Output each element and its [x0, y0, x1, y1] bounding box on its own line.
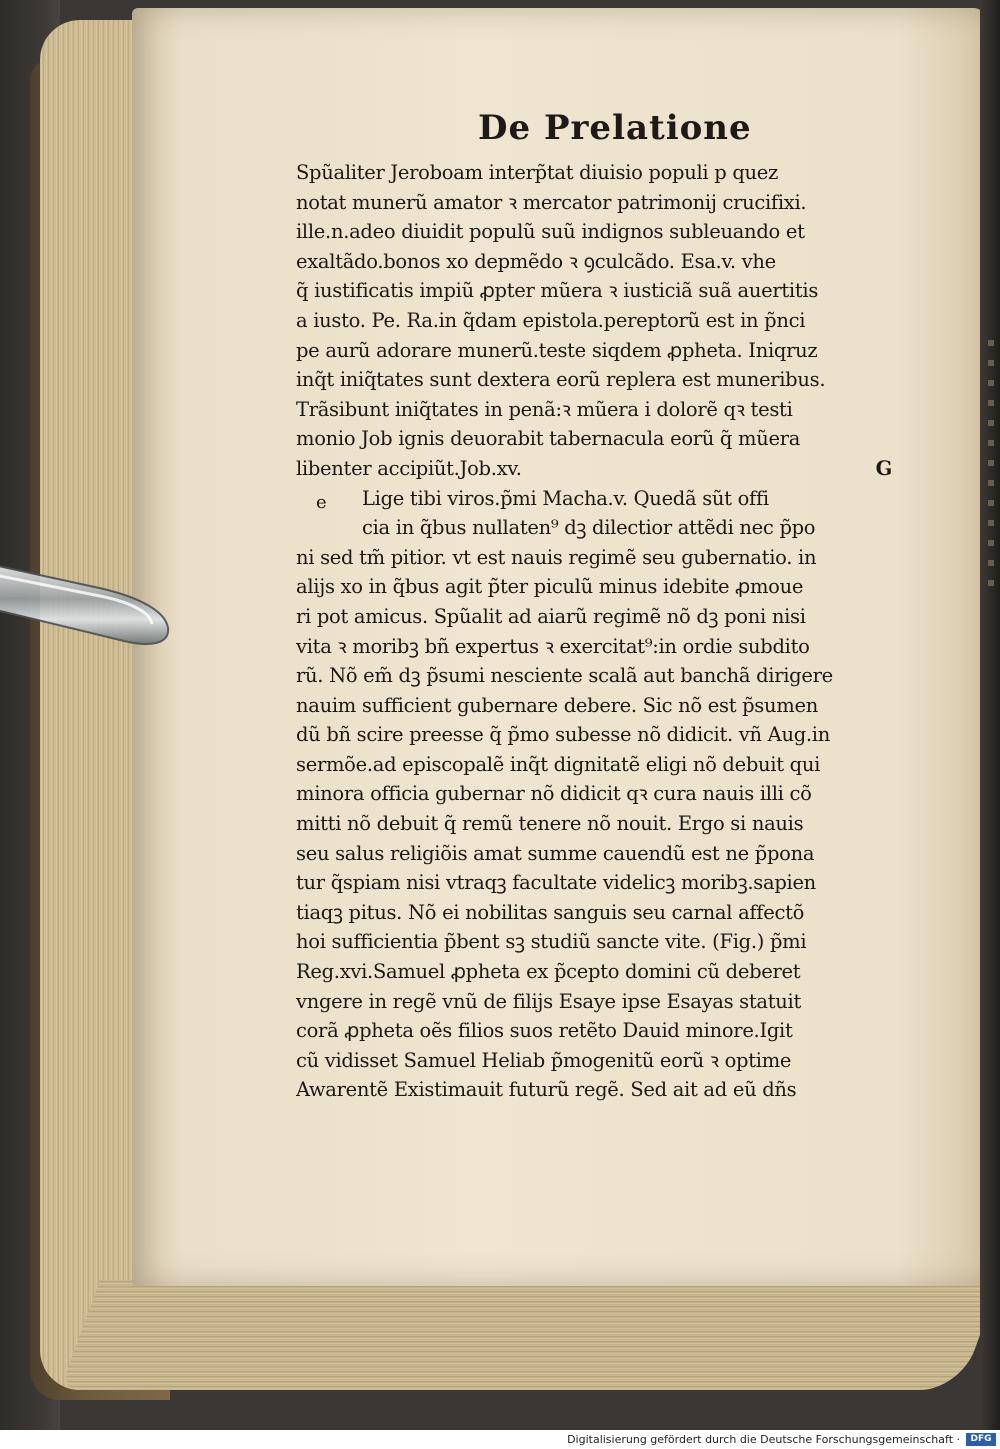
- text-block: [296, 158, 910, 1105]
- text-line: cia in q̃bus nullaten⁹ dꝫ dilectior attẽdi nec p̃po: [362, 516, 816, 540]
- text-line: a iusto. Pe. Ra.in q̃dam epistola.pereptorũ est in p̃nci: [296, 308, 806, 332]
- text-line-content: libenter accipiũt.Job.xv.: [296, 456, 522, 480]
- marginal-letter: e: [316, 492, 327, 513]
- text-line: mitti nõ debuit q̃ remũ tenere nõ nouit. Ergo si nauis: [296, 812, 804, 836]
- text-line: sermõe.ad episcopalẽ inq̃t dignitatẽ eligi nõ debuit qui: [296, 752, 821, 776]
- text-line: cũ vidisset Samuel Heliab p̃mogenitũ eorũ ꝛ optime: [296, 1048, 792, 1072]
- text-line: ri pot amicus. Spũalit ad aiarũ regimẽ nõ dꝫ poni nisi: [296, 604, 806, 628]
- facing-page-edge: [988, 340, 994, 600]
- text-line: exaltãdo.bonos xo depmẽdo ꝛ ꝯculcãdo. Esa.v. vhe: [296, 249, 776, 273]
- text-line: corã ꝓpheta oẽs filios suos retẽto Dauid minore.Igit: [296, 1019, 793, 1043]
- running-head: De Prelatione: [478, 108, 752, 148]
- text-line: monio Job ignis deuorabit tabernacula eorũ q̃ mũera: [296, 427, 801, 451]
- text-line: ille.n.adeo diuidit populũ suũ indignos subleuando et: [296, 220, 805, 244]
- text-line-with-catchword: [296, 454, 910, 484]
- text-line: inq̃t iniq̃tates sunt dextera eorũ replera est muneribus.: [296, 368, 826, 392]
- text-line: seu salus religiõis amat summe cauendũ est ne p̃pona: [296, 841, 815, 865]
- text-line: tur q̃spiam nisi vtraqꝫ facultate videlicꝫ moribꝫ.sapien: [296, 871, 816, 895]
- text-line: ni sed tm̃ pitior. vt est nauis regimẽ seu gubernatio. in: [296, 545, 817, 569]
- text-line: pe aurũ adorare munerũ.teste siqdem ꝓpheta. Iniqruz: [296, 338, 818, 362]
- text-line: alijs xo in q̃bus agit p̃ter piculũ minus idebite ꝓmoue: [296, 575, 804, 599]
- dfg-logo: DFG: [966, 1433, 996, 1446]
- text-line: dũ bñ scire preesse q̃ p̃mo subesse nõ didicit. vñ Aug.in: [296, 723, 830, 747]
- catchword-mark: G: [875, 456, 892, 480]
- text-line: notat munerũ amator ꝛ mercator patrimonij crucifixi.: [296, 190, 807, 214]
- footer-bar: [0, 1430, 1000, 1449]
- text-line: tiaqꝫ pitus. Nõ ei nobilitas sanguis seu carnal affectõ: [296, 900, 805, 924]
- text-line: Trãsibunt iniq̃tates in penã:ꝛ mũera i dolorẽ qꝛ testi: [296, 397, 793, 421]
- text-line: rũ. Nõ em̃ dꝫ p̃sumi nesciente scalã aut banchã dirigere: [296, 664, 833, 688]
- text-line: vita ꝛ moribꝫ bñ expertus ꝛ exercitat⁹:in ordie subdito: [296, 634, 810, 658]
- text-line: Spũaliter Jeroboam interp̃tat diuisio populi p quez: [296, 161, 778, 184]
- footer-credit: Digitalisierung gefördert durch die Deutsche Forschungsgemeinschaft ·: [567, 1433, 960, 1446]
- text-line: Lige tibi viros.p̃mi Macha.v. Quedã sũt offi: [362, 486, 769, 510]
- text-line: q̃ iustificatis impiũ ꝓpter mũera ꝛ iusticiã suã auertitis: [296, 279, 819, 303]
- text-line: vngere in regẽ vnũ de filijs Esaye ipse Esayas statuit: [296, 989, 802, 1013]
- text-line: minora officia gubernar nõ didicit qꝛ cura nauis illi cõ: [296, 782, 812, 806]
- glass-pointer-icon: [0, 548, 175, 648]
- text-line: hoi sufficientia p̃bent sꝫ studiũ sancte vite. (Fig.) p̃mi: [296, 930, 807, 954]
- text-line: Reg.xvi.Samuel ꝓpheta ex p̃cepto domini cũ deberet: [296, 960, 801, 984]
- right-shadow: [980, 0, 1000, 1430]
- text-line: Awarentẽ Existimauit futurũ regẽ. Sed ait ad eũ dñs: [296, 1078, 797, 1102]
- page-bottom-edge: [60, 1280, 1000, 1390]
- text-line: nauim sufficient gubernare debere. Sic nõ est p̃sumen: [296, 693, 818, 717]
- glass-pointer: [0, 548, 175, 648]
